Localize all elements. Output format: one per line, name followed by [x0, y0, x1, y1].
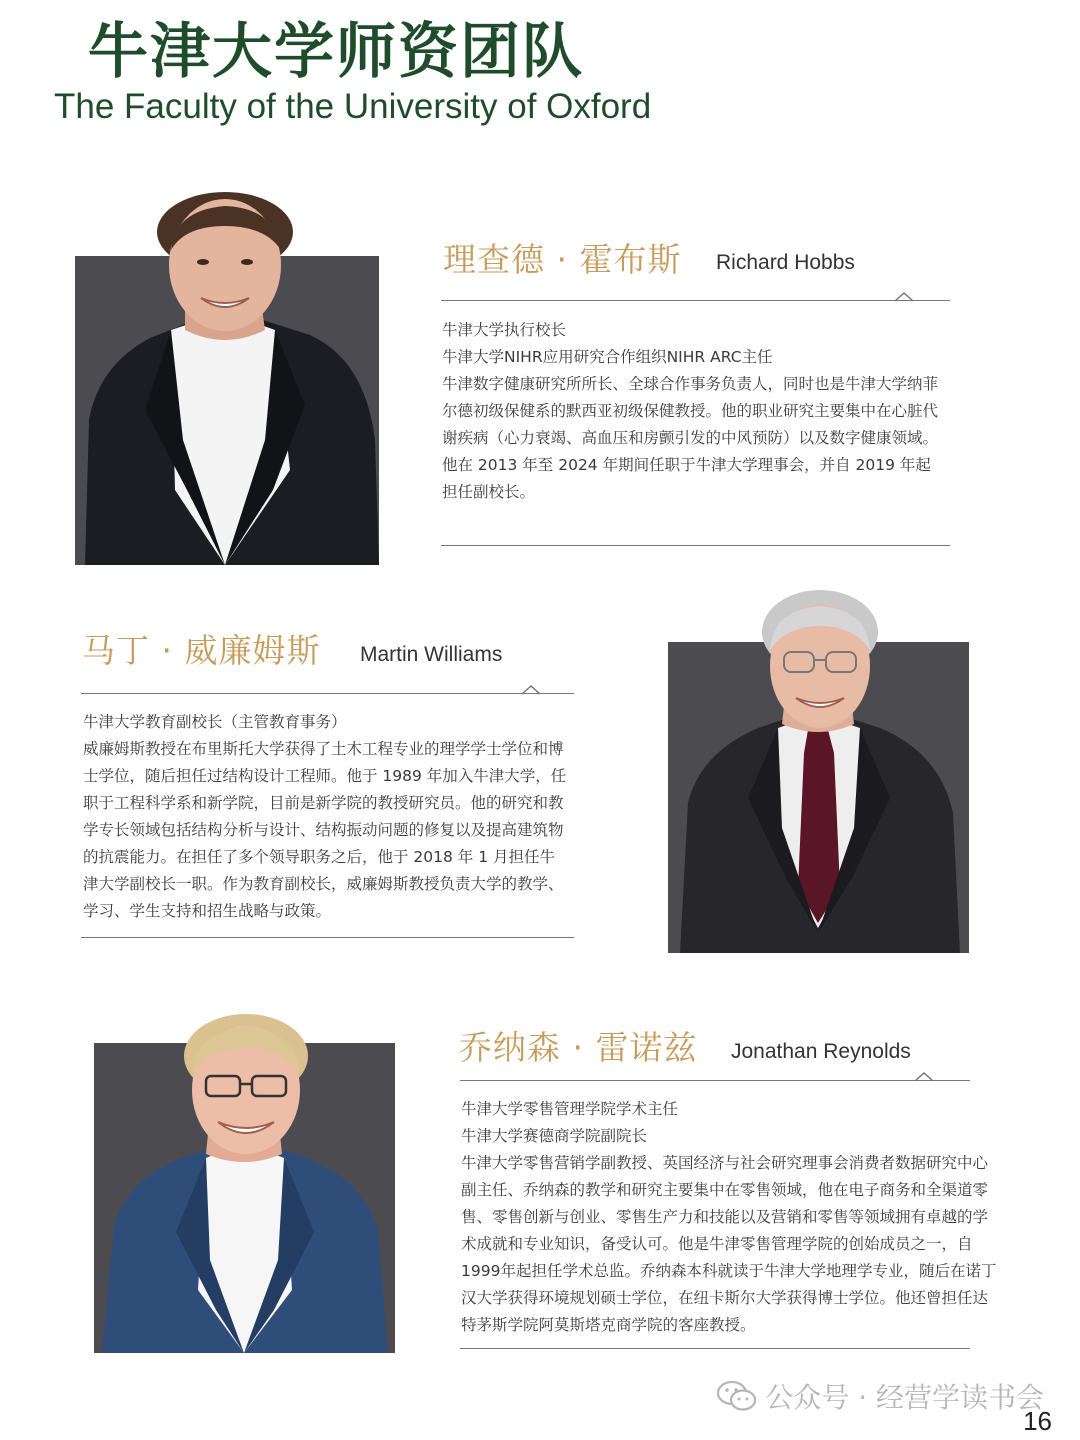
bio-line: 牛津大学NIHR应用研究合作组织NIHR ARC主任	[442, 348, 773, 366]
faculty-portrait-jonathan-reynolds	[94, 1010, 395, 1353]
faculty-bio	[442, 317, 942, 506]
bio-line: 牛津大学赛德商学院副院长	[461, 1127, 648, 1145]
faculty-portrait-richard-hobbs	[75, 190, 379, 565]
bio-paragraph: 他在 2013 年至 2024 年期间任职于牛津大学理事会，并自 2019 年起担任副校长。	[442, 456, 931, 501]
divider-line	[460, 1348, 970, 1349]
divider-line	[81, 937, 574, 938]
bio-paragraph: 牛津大学零售营销学副教授、英国经济与社会研究理事会消费者数据研究中心副主任、乔纳森的教学和研究主要集中在零售领域，他在电子商务和全渠道零售、零售创新与创业、零售生产力和技能以及营销和零售等领域拥有卓越的学术成就和专业知识，备受认可。他是牛津零售管理学院的创始成员之一，自1999年起担任学术总监。乔纳森本科就读于牛津大学地理学专业，随后在诺丁汉大学获得环境规划硕士学位，在纽卡斯尔大学获得博士学位。他还曾担任达特茅斯学院阿莫斯塔克商学院的客座教授。	[461, 1154, 997, 1334]
faculty-name-cn: 马丁 · 威廉姆斯	[82, 631, 321, 670]
bio-paragraph: 牛津数字健康研究所所长、全球合作事务负责人，同时也是牛津大学纳菲尔德初级保健系的默西亚初级保健教授。他的职业研究主要集中在心脏代谢疾病（心力衰竭、高血压和房颤引发的中风预防）以及数字健康领域。	[442, 375, 939, 447]
page-subtitle: The Faculty of the University of Oxford	[54, 87, 652, 126]
page-number: 16	[1023, 1406, 1052, 1436]
bio-line: 牛津大学执行校长	[442, 321, 567, 339]
bio-line: 牛津大学教育副校长（主管教育事务）	[83, 713, 347, 731]
faculty-bio	[461, 1096, 997, 1339]
faculty-name-en: Martin Williams	[360, 643, 503, 666]
page-title: 牛津大学师资团队	[88, 17, 584, 87]
faculty-portrait-martin-williams	[668, 588, 969, 953]
bio-line: 牛津大学零售管理学院学术主任	[461, 1100, 679, 1118]
bio-paragraph: 威廉姆斯教授在布里斯托大学获得了土木工程专业的理学学士学位和博士学位，随后担任过结构设计工程师。他于 1989 年加入牛津大学，任职于工程科学系和新学院，目前是新学院的教授研究员。他的研究和教学专长领域包括结构分析与设计、结构振动问题的修复以及提高建筑物的抗震能力。在担任了多个领导职务之后，他于 2018 年 1 月担任牛津大学副校长一职。作为教育副校长，威廉姆斯教授负责大学的教学、学习、学生支持和招生战略与政策。	[83, 740, 567, 920]
wechat-icon	[717, 1379, 757, 1413]
watermark-text: 公众号 · 经营学读书会	[765, 1381, 1044, 1414]
divider-line	[441, 545, 950, 546]
faculty-name-en: Jonathan Reynolds	[731, 1040, 911, 1063]
divider-line	[81, 693, 574, 694]
faculty-name-en: Richard Hobbs	[716, 251, 855, 274]
divider-line	[460, 1080, 970, 1081]
faculty-name-cn: 乔纳森 · 雷诺兹	[459, 1028, 698, 1067]
faculty-name-cn: 理查德 · 霍布斯	[443, 240, 682, 279]
faculty-bio	[83, 709, 567, 925]
watermark	[717, 1376, 1044, 1416]
divider-line	[441, 300, 950, 301]
